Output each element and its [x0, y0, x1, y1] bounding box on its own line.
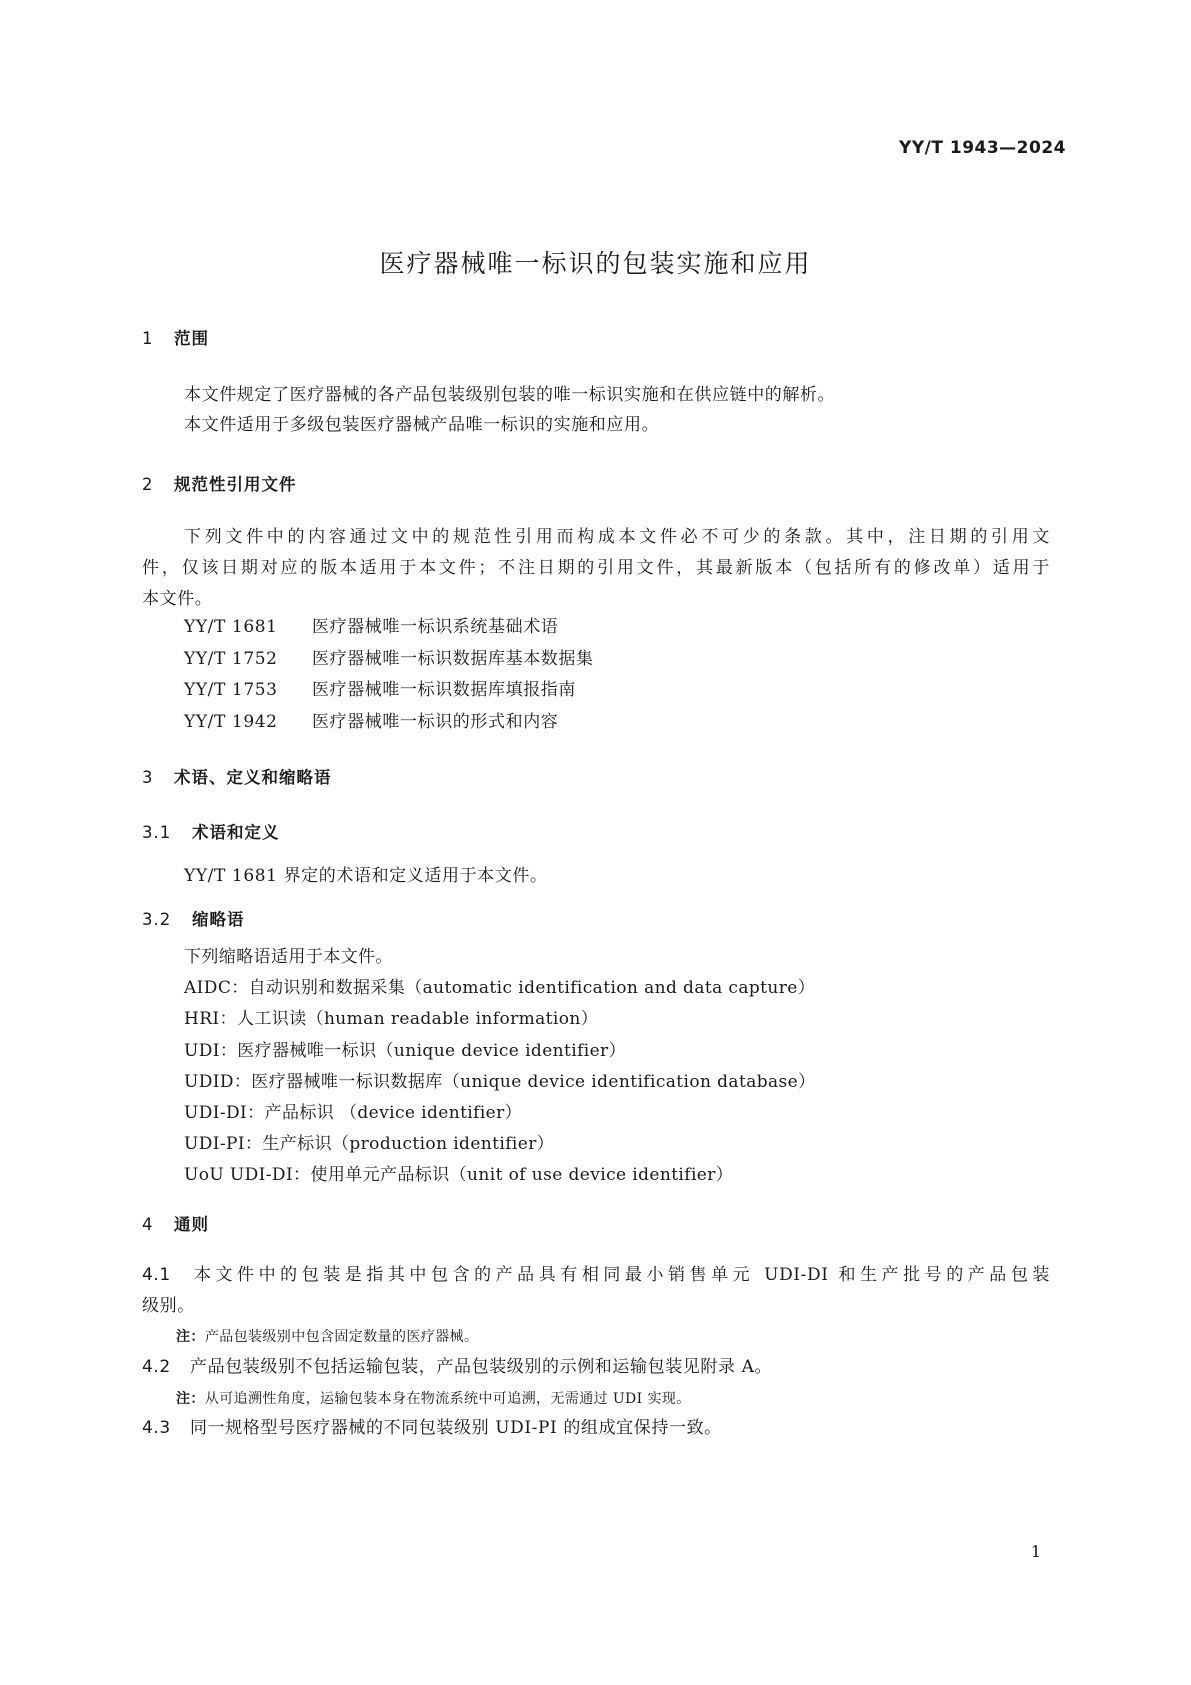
subsection-3-2-heading	[142, 906, 245, 930]
abbreviation-item: UDI：医疗器械唯一标识（unique device identifier）	[184, 1040, 626, 1061]
abbreviation-item: AIDC：自动识别和数据采集（automatic identification and data capture）	[184, 978, 816, 999]
subsection-number: 3.2	[142, 910, 172, 929]
section-3-heading	[142, 764, 332, 788]
section-title: 术语、定义和缩略语	[174, 768, 332, 787]
standard-number: YY/T 1943—2024	[899, 138, 1066, 158]
abbreviation-item: HRI：人工识读（human readable information）	[184, 1009, 599, 1030]
normative-references-paragraph	[142, 522, 1050, 615]
clause-4-2	[142, 1352, 1050, 1383]
terms-definitions-text: YY/T 1681 界定的术语和定义适用于本文件。	[184, 866, 548, 886]
scope-paragraph-1: 本文件规定了医疗器械的各产品包装级别包装的唯一标识实施和在供应链中的解析。	[184, 385, 836, 405]
reference-item	[184, 675, 594, 707]
abbreviation-list	[184, 942, 816, 1192]
clause-4-3	[142, 1413, 1050, 1444]
section-title: 通则	[174, 1215, 209, 1234]
clause-line: 级别。	[142, 1296, 195, 1316]
subsection-number: 3.1	[142, 823, 172, 842]
clause-text: 产品包装级别不包括运输包装，产品包装级别的示例和运输包装见附录 A。	[190, 1357, 773, 1377]
section-number: 3	[142, 768, 154, 787]
section-title: 范围	[174, 329, 209, 348]
abbreviation-item: UDID：医疗器械唯一标识数据库（unique device identification database）	[184, 1071, 816, 1092]
note-label: 注：	[176, 1391, 205, 1407]
note-4-1	[176, 1326, 478, 1346]
clause-text: 同一规格型号医疗器械的不同包装级别 UDI-PI 的组成宜保持一致。	[190, 1418, 722, 1438]
document-title: 医疗器械唯一标识的包装实施和应用	[379, 249, 812, 278]
section-number: 1	[142, 329, 154, 348]
reference-title: 医疗器械唯一标识数据库填报指南	[312, 680, 576, 700]
reference-code: YY/T 1753	[184, 680, 278, 700]
section-number: 2	[142, 475, 154, 494]
subsection-title: 缩略语	[192, 910, 245, 929]
clause-text: 本文件中的包装是指其中包含的产品具有相同最小销售单元 UDI-DI 和生产批号的产品包装	[190, 1265, 1050, 1285]
scope-paragraph-2: 本文件适用于多级包装医疗器械产品唯一标识的实施和应用。	[184, 415, 660, 435]
reference-item	[184, 707, 594, 739]
note-text: 产品包装级别中包含固定数量的医疗器械。	[204, 1329, 479, 1345]
abbreviation-item: UDI-PI：生产标识（production identifier）	[184, 1134, 555, 1155]
note-label: 注：	[176, 1329, 205, 1345]
subsection-title: 术语和定义	[192, 823, 280, 842]
note-text: 从可追溯性角度，运输包装本身在物流系统中可追溯，无需通过 UDI 实现。	[204, 1391, 691, 1407]
page-number: 1	[1030, 1542, 1041, 1561]
reference-code: YY/T 1752	[184, 648, 278, 669]
clause-4-1	[142, 1260, 1050, 1322]
reference-code: YY/T 1942	[184, 711, 278, 732]
reference-item	[184, 644, 594, 676]
section-2-heading	[142, 471, 297, 495]
abbreviation-item: UoU UDI-DI：使用单元产品标识（unit of use device identifier）	[184, 1165, 734, 1186]
reference-code: YY/T 1681	[184, 617, 278, 637]
subsection-3-1-heading	[142, 819, 280, 843]
note-4-2	[176, 1388, 691, 1408]
clause-number: 4.1	[142, 1265, 171, 1285]
section-title: 规范性引用文件	[174, 475, 297, 494]
paragraph-line: 本文件。	[142, 589, 213, 609]
reference-title: 医疗器械唯一标识数据库基本数据集	[312, 648, 594, 669]
abbreviation-item: UDI-DI：产品标识 （device identifier）	[184, 1102, 523, 1123]
reference-title: 医疗器械唯一标识的形式和内容	[312, 711, 559, 732]
abbreviation-intro: 下列缩略语适用于本文件。	[184, 947, 393, 967]
clause-line	[142, 1352, 1050, 1383]
paragraph-line: 件，仅该日期对应的版本适用于本文件；不注日期的引用文件，其最新版本（包括所有的修改单）适用于	[142, 558, 1050, 578]
section-4-heading	[142, 1211, 209, 1235]
reference-item	[184, 612, 594, 644]
clause-number: 4.3	[142, 1418, 171, 1438]
section-number: 4	[142, 1215, 154, 1234]
reference-list	[184, 612, 594, 738]
paragraph-line: 下列文件中的内容通过文中的规范性引用而构成本文件必不可少的条款。其中，注日期的引用文	[184, 527, 1050, 547]
reference-title: 医疗器械唯一标识系统基础术语	[312, 617, 559, 637]
clause-line	[142, 1260, 1050, 1291]
section-1-heading	[142, 325, 209, 349]
clause-line	[142, 1413, 1050, 1444]
clause-number: 4.2	[142, 1357, 171, 1377]
